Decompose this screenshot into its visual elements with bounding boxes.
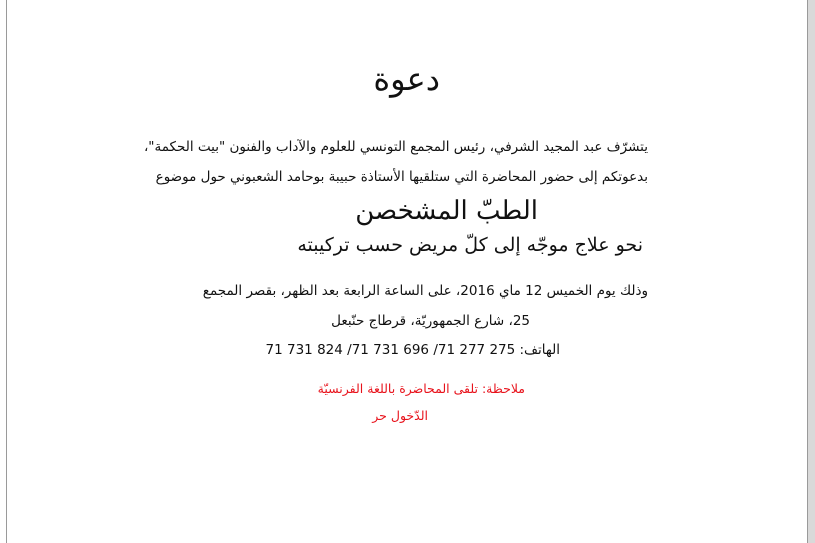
intro-line-1: يتشرّف عبد المجيد الشرفي، رئيس المجمع التونسي للعلوم والآداب والفنون "بيت الحكمة"، — [143, 139, 648, 155]
phone-line: الهاتف: 275 277 71/ 696 731 71/ 824 731 71 — [265, 342, 560, 358]
intro-line-2: بدعوتكم إلى حضور المحاضرة التي ستلقيها الأستاذة حبيبة بوحامد الشعبوني حول موضوع — [155, 169, 648, 185]
entry-note: الدّخول حر — [372, 408, 428, 423]
address-line: 25، شارع الجمهوريّة، قرطاج حنّبعل — [331, 313, 530, 329]
lecture-title: الطبّ المشخصن — [355, 196, 538, 226]
left-margin-rule — [6, 0, 7, 543]
right-scroll-gutter — [808, 0, 815, 543]
invitation-title: دعوة — [373, 60, 440, 98]
language-note: ملاحظة: تلقى المحاضرة باللغة الفرنسيّة — [317, 381, 525, 396]
date-line: وذلك يوم الخميس 12 ماي 2016، على الساعة الرابعة بعد الظهر، بقصر المجمع — [202, 283, 648, 299]
lecture-subtitle: نحو علاج موجّه إلى كلّ مريض حسب تركيبته — [297, 234, 643, 256]
